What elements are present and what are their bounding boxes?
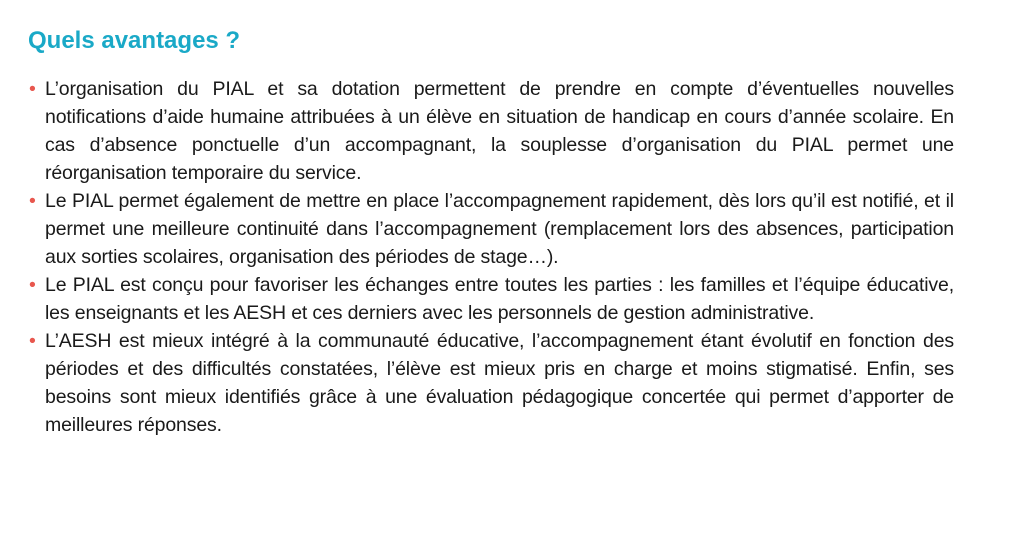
list-item-text: Le PIAL permet également de mettre en place l’accompagnement rapidement, dès lors qu’il est notifié, et il permet une meilleure continuité dans l’accompagnement (remplacement lors des absences, participation aux sorties scolaires, organisation des périodes de stage…).	[45, 190, 954, 268]
bullet-dot-icon: •	[29, 274, 36, 296]
list-item	[28, 75, 954, 187]
list-item-text: Le PIAL est conçu pour favoriser les échanges entre toutes les parties : les familles et l’équipe éducative, les enseignants et les AESH et ces derniers avec les personnels de gestion administrative.	[45, 274, 954, 324]
bullet-dot-icon: •	[29, 330, 36, 352]
bullet-dot-icon: •	[29, 190, 36, 212]
list-item	[28, 327, 954, 439]
list-item	[28, 271, 954, 327]
list-item-text: L’AESH est mieux intégré à la communauté éducative, l’accompagnement étant évolutif en fonction des périodes et des difficultés constatées, l’élève est mieux pris en charge et moins stigmatisé. Enfin, ses besoins sont mieux identifiés grâce à une évaluation pédagogique concertée qui permet d’apporter de meilleures réponses.	[45, 330, 954, 436]
list-item-text: L’organisation du PIAL et sa dotation permettent de prendre en compte d’éventuelles nouvelles notifications d’aide humaine attribuées à un élève en situation de handicap en cours d’année scolaire. En cas d’absence ponctuelle d’un accompagnant, la souplesse d’organisation du PIAL permet une réorganisation temporaire du service.	[45, 78, 954, 184]
bullet-dot-icon: •	[29, 78, 36, 100]
advantages-list	[28, 75, 954, 439]
page-title: Quels avantages ?	[28, 27, 241, 54]
list-item	[28, 187, 954, 271]
